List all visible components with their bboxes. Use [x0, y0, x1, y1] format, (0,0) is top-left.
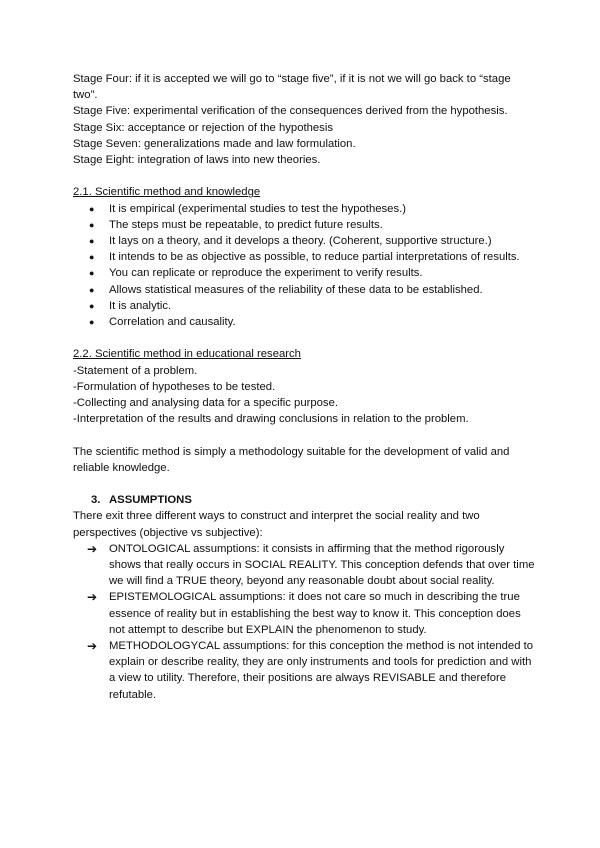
stage-six: Stage Six: acceptance or rejection of the hypothesis — [73, 121, 333, 134]
stage-five: Stage Five: experimental verification of the consequences derived from the hypothesis. — [73, 105, 508, 118]
list-item: ➔ METHODOLOGYCAL assumptions: for this conception the method is not intended to explain or describe reality, they are only instruments and tools for prediction and with a view to utility. Therefore, their positions are always REVISABLE and therefore refutable. — [87, 639, 534, 701]
bullet-icon: ● — [89, 219, 95, 230]
step-item: -Interpretation of the results and drawing conclusions in relation to the problem. — [73, 413, 469, 426]
summary-paragraph: The scientific method is simply a methodology suitable for the development of valid and reliable knowledge. — [73, 445, 510, 474]
stages-block — [73, 71, 535, 168]
list-item: ● It intends to be as objective as possible, to reduce partial interpretations of results. — [73, 249, 535, 265]
list-item: ● It is analytic. — [73, 298, 535, 314]
section-2-1-list — [73, 201, 535, 331]
bullet-icon: ● — [89, 236, 95, 247]
stage-four: Stage Four: if it is accepted we will go to “stage five”, if it is not we will go back to “stage two”. — [73, 73, 511, 102]
section-2-2-heading: 2.2. Scientific method in educational research — [73, 348, 301, 361]
bullet-icon: ● — [89, 252, 95, 263]
section-2-1-heading: 2.1. Scientific method and knowledge — [73, 186, 261, 199]
list-item: ● It lays on a theory, and it develops a theory. (Coherent, supportive structure.) — [73, 233, 535, 249]
bullet-icon: ● — [89, 268, 95, 279]
list-item: ➔ ONTOLOGICAL assumptions: it consists in affirming that the method rigorously shows that really occurs in SOCIAL REALITY. This conception defends that over time we will find a TRUE theory, beyond any reasonable doubt about social reality. — [87, 541, 535, 588]
section-3-intro: There exit three different ways to construct and interpret the social reality and two perspectives (objective vs subjective): — [73, 510, 480, 539]
list-item: ● Correlation and causality. — [73, 314, 535, 330]
section-3-heading — [73, 492, 535, 508]
section-number: 3. — [91, 494, 101, 507]
list-item: ● It is empirical (experimental studies to test the hypotheses.) — [73, 201, 535, 217]
list-item: ● The steps must be repeatable, to predict future results. — [73, 217, 535, 233]
assumptions-list — [73, 541, 535, 703]
step-item: -Collecting and analysing data for a specific purpose. — [73, 397, 339, 410]
bullet-icon: ● — [89, 284, 95, 295]
bullet-icon: ● — [89, 317, 95, 328]
stage-seven: Stage Seven: generalizations made and law formulation. — [73, 137, 356, 150]
bullet-icon: ● — [89, 300, 95, 311]
section-title: ASSUMPTIONS — [109, 494, 192, 507]
step-item: -Statement of a problem. — [73, 364, 198, 377]
arrow-icon: ➔ — [87, 639, 98, 654]
stage-eight: Stage Eight: integration of laws into new theories. — [73, 154, 321, 167]
list-item: ● You can replicate or reproduce the experiment to verify results. — [73, 265, 535, 281]
arrow-icon: ➔ — [87, 541, 98, 556]
list-item: ➔ EPISTEMOLOGICAL assumptions: it does not care so much in describing the true essence of reality but in establishing the best way to know it. This conception does not attempt to describe but EXPLAIN the phenomenon to study. — [87, 590, 521, 636]
list-item: ● Allows statistical measures of the reliability of these data to be established. — [73, 282, 535, 298]
bullet-icon: ● — [89, 203, 95, 214]
step-item: -Formulation of hypotheses to be tested. — [73, 380, 276, 393]
arrow-icon: ➔ — [87, 590, 98, 605]
document-body — [73, 71, 535, 703]
